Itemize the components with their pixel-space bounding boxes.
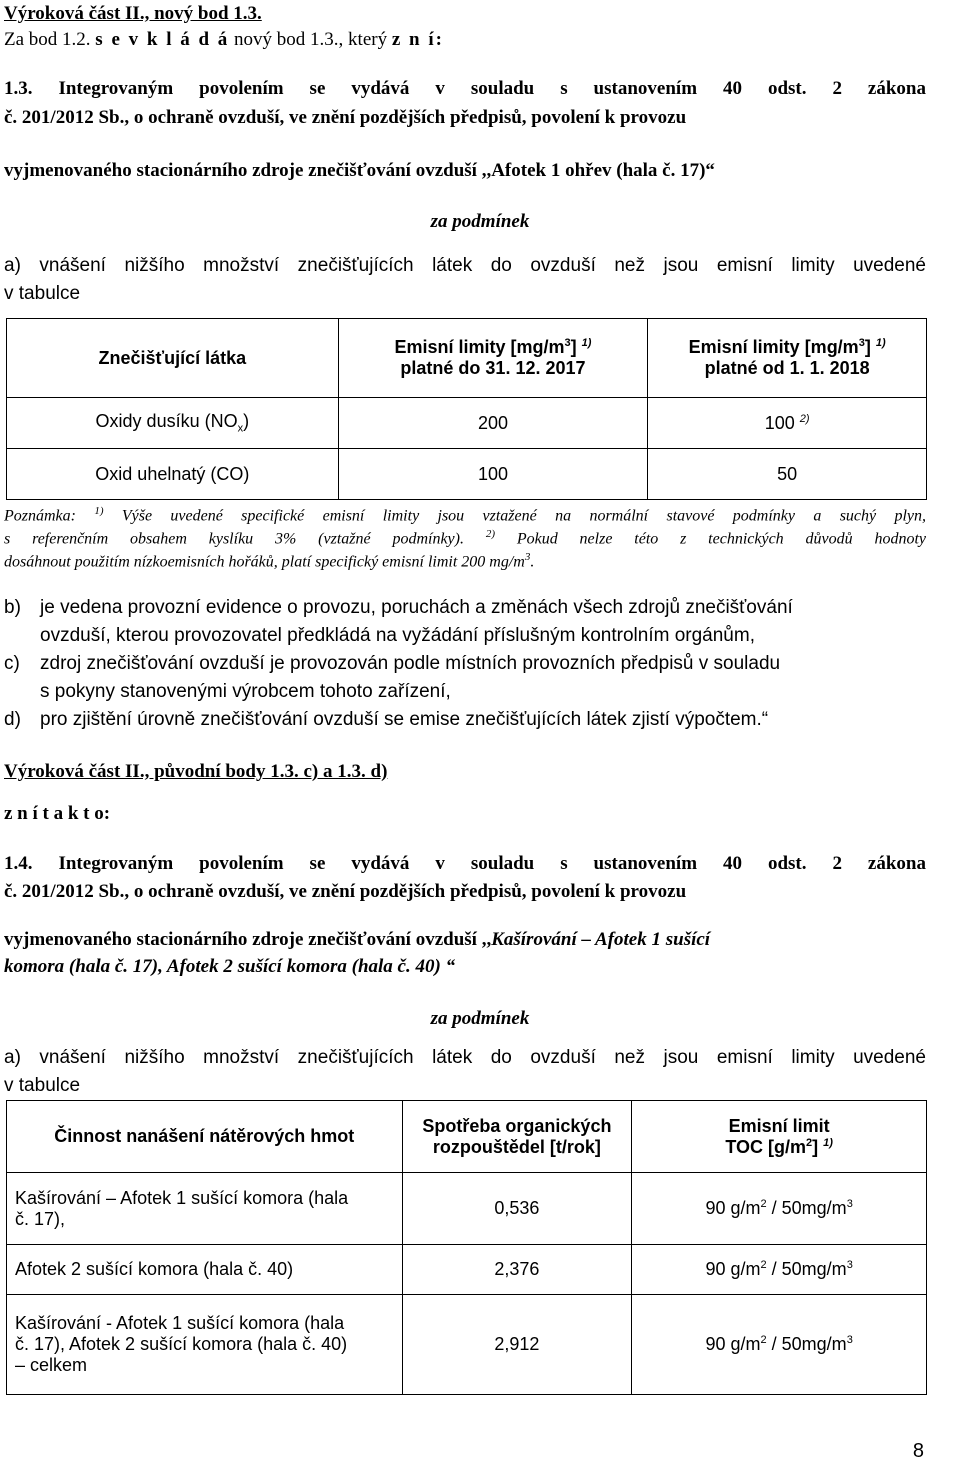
toc-limits-table [6,1100,927,1395]
table1-cell: Oxidy dusíku $(NO_x)$ [7,398,339,449]
page-number: 8 [912,1440,924,1462]
za-podminek-2: za podmínek [430,1008,530,1029]
table2-header-limit: Emisní limit TOC $[g/m^2]$ $^{1)}$ [632,1101,927,1173]
paragraph-1-3-line1: 1.3. Integrovaným povolením se vydává v souladu s ustanovením 40 odst. 2 zákona [4,78,926,99]
table-row [7,449,927,500]
paragraph-1-4-line2: č. 201/2012 Sb., o ochraně ovzduší, ve znění pozdějších předpisů, povolení k provozu [4,881,687,902]
table2-header-consumption: Spotřeba organických rozpouštědel [t/rok] [402,1101,632,1173]
table2-cell: Kašírování – Afotek 1 sušící komora (hala č. 17), [7,1173,403,1245]
intro-vklada: s e v k l á d á [95,29,230,50]
table1-cell: 200 [338,398,648,449]
paragraph-1-4-line4: komora (hala č. 17), Afotek 2 sušící komora (hala č. 40) “ [4,956,456,977]
table2-cell: 0,536 [402,1173,632,1245]
table-row [7,1245,927,1295]
emission-limits-table [6,318,927,500]
condition-b: b) je vedena provozní evidence o provozu, poruchách a změnách všech zdrojů znečišťování ovzduší, kterou provozovatel předkládá na vyžádání příslušným kontrolním orgánům, [4,597,793,646]
condition-a-line1: a) vnášení nižšího množství znečišťujících látek do ovzduší než jsou emisní limity uvedené [4,255,926,276]
table1-cell: 50 [648,449,927,500]
condition-a2-line1: a) vnášení nižšího množství znečišťujících látek do ovzduší než jsou emisní limity uvedené [4,1047,926,1068]
table2-cell: 90 $g/m^2 / 50mg/m^3$ [632,1245,927,1295]
intro-text-a: Za bod 1.2. [4,29,91,50]
table-row [7,1295,927,1395]
za-podminek-1: za podmínek [430,211,530,232]
section-heading-2: Výroková část II., původní body 1.3. c) a 1.3. d) [4,761,388,782]
table2-cell: 90 $g/m^2 / 50mg/m^3$ [632,1173,927,1245]
table-row [7,398,927,449]
paragraph-1-3-line3: vyjmenovaného stacionárního zdroje znečišťování ovzduší ,,Afotek 1 ohřev (hala č. 17)“ [4,160,715,181]
table1-cell: 100 $^{2)}$ [648,398,927,449]
table-row [7,1173,927,1245]
table1-header-pollutant: Znečišťující látka [7,319,339,398]
table1-cell: Oxid uhelnatý (CO) [7,449,339,500]
table2-cell: Afotek 2 sušící komora (hala č. 40) [7,1245,403,1295]
table1-cell: 100 [338,449,648,500]
condition-a2-line2: v tabulce [4,1075,81,1096]
intro-line [4,28,444,52]
table2-cell: 2,912 [402,1295,632,1395]
intro-text-b: nový bod 1.3., který [234,29,388,50]
paragraph-1-4-line3: vyjmenovaného stacionárního zdroje znečišťování ovzduší ,,Kašírování – Afotek 1 sušící [4,929,711,950]
note-line2: s referenčním obsahem kyslíku 3% (vztažné podmínky). $^{2)}$ Pokud nelze této z technických důvodů hodnoty [4,528,927,548]
zni-takto: z n í t a k t o: [4,803,111,824]
condition-a-line2: v tabulce [4,283,81,304]
note-line1: Poznámka: $^{1)}$ Výše uvedené specifické emisní limity jsou vztažené na normální stavové podmínky a suchý plyn, [4,505,927,525]
paragraph-1-3-line2: č. 201/2012 Sb., o ochraně ovzduší, ve znění pozdějších předpisů, povolení k provozu [4,107,687,128]
condition-d: d) pro zjištění úrovně znečišťování ovzduší se emise znečišťujících látek zjistí výpočtem.“ [4,709,769,730]
table1-header-limit-2018: Emisní limity $[mg/m^3]$ $^{1)}$ platné od 1. 1. 2018 [648,319,927,398]
table1-header-limit-2017: Emisní limity $[mg/m^3]$ $^{1)}$ platné do 31. 12. 2017 [338,319,648,398]
table2-header-activity: Činnost nanášení nátěrových hmot [7,1101,403,1173]
table2-cell: 90 $g/m^2 / 50mg/m^3$ [632,1295,927,1395]
condition-c: c) zdroj znečišťování ovzduší je provozován podle místních provozních předpisů v souladu s pokyny stanovenými výrobcem tohoto zařízení, [4,653,781,702]
intro-zni: z n í: [391,29,444,50]
note-line3: dosáhnout použitím nízkoemisních hořáků, platí specifický emisní limit 200 $mg/m^3$. [4,551,535,571]
paragraph-1-4-line1: 1.4. Integrovaným povolením se vydává v souladu s ustanovením 40 odst. 2 zákona [4,853,926,874]
table2-cell: 2,376 [402,1245,632,1295]
table2-cell: Kašírování - Afotek 1 sušící komora (hala č. 17), Afotek 2 sušící komora (hala č. 40) – celkem [7,1295,403,1395]
section-heading-1: Výroková část II., nový bod 1.3. [4,3,262,24]
